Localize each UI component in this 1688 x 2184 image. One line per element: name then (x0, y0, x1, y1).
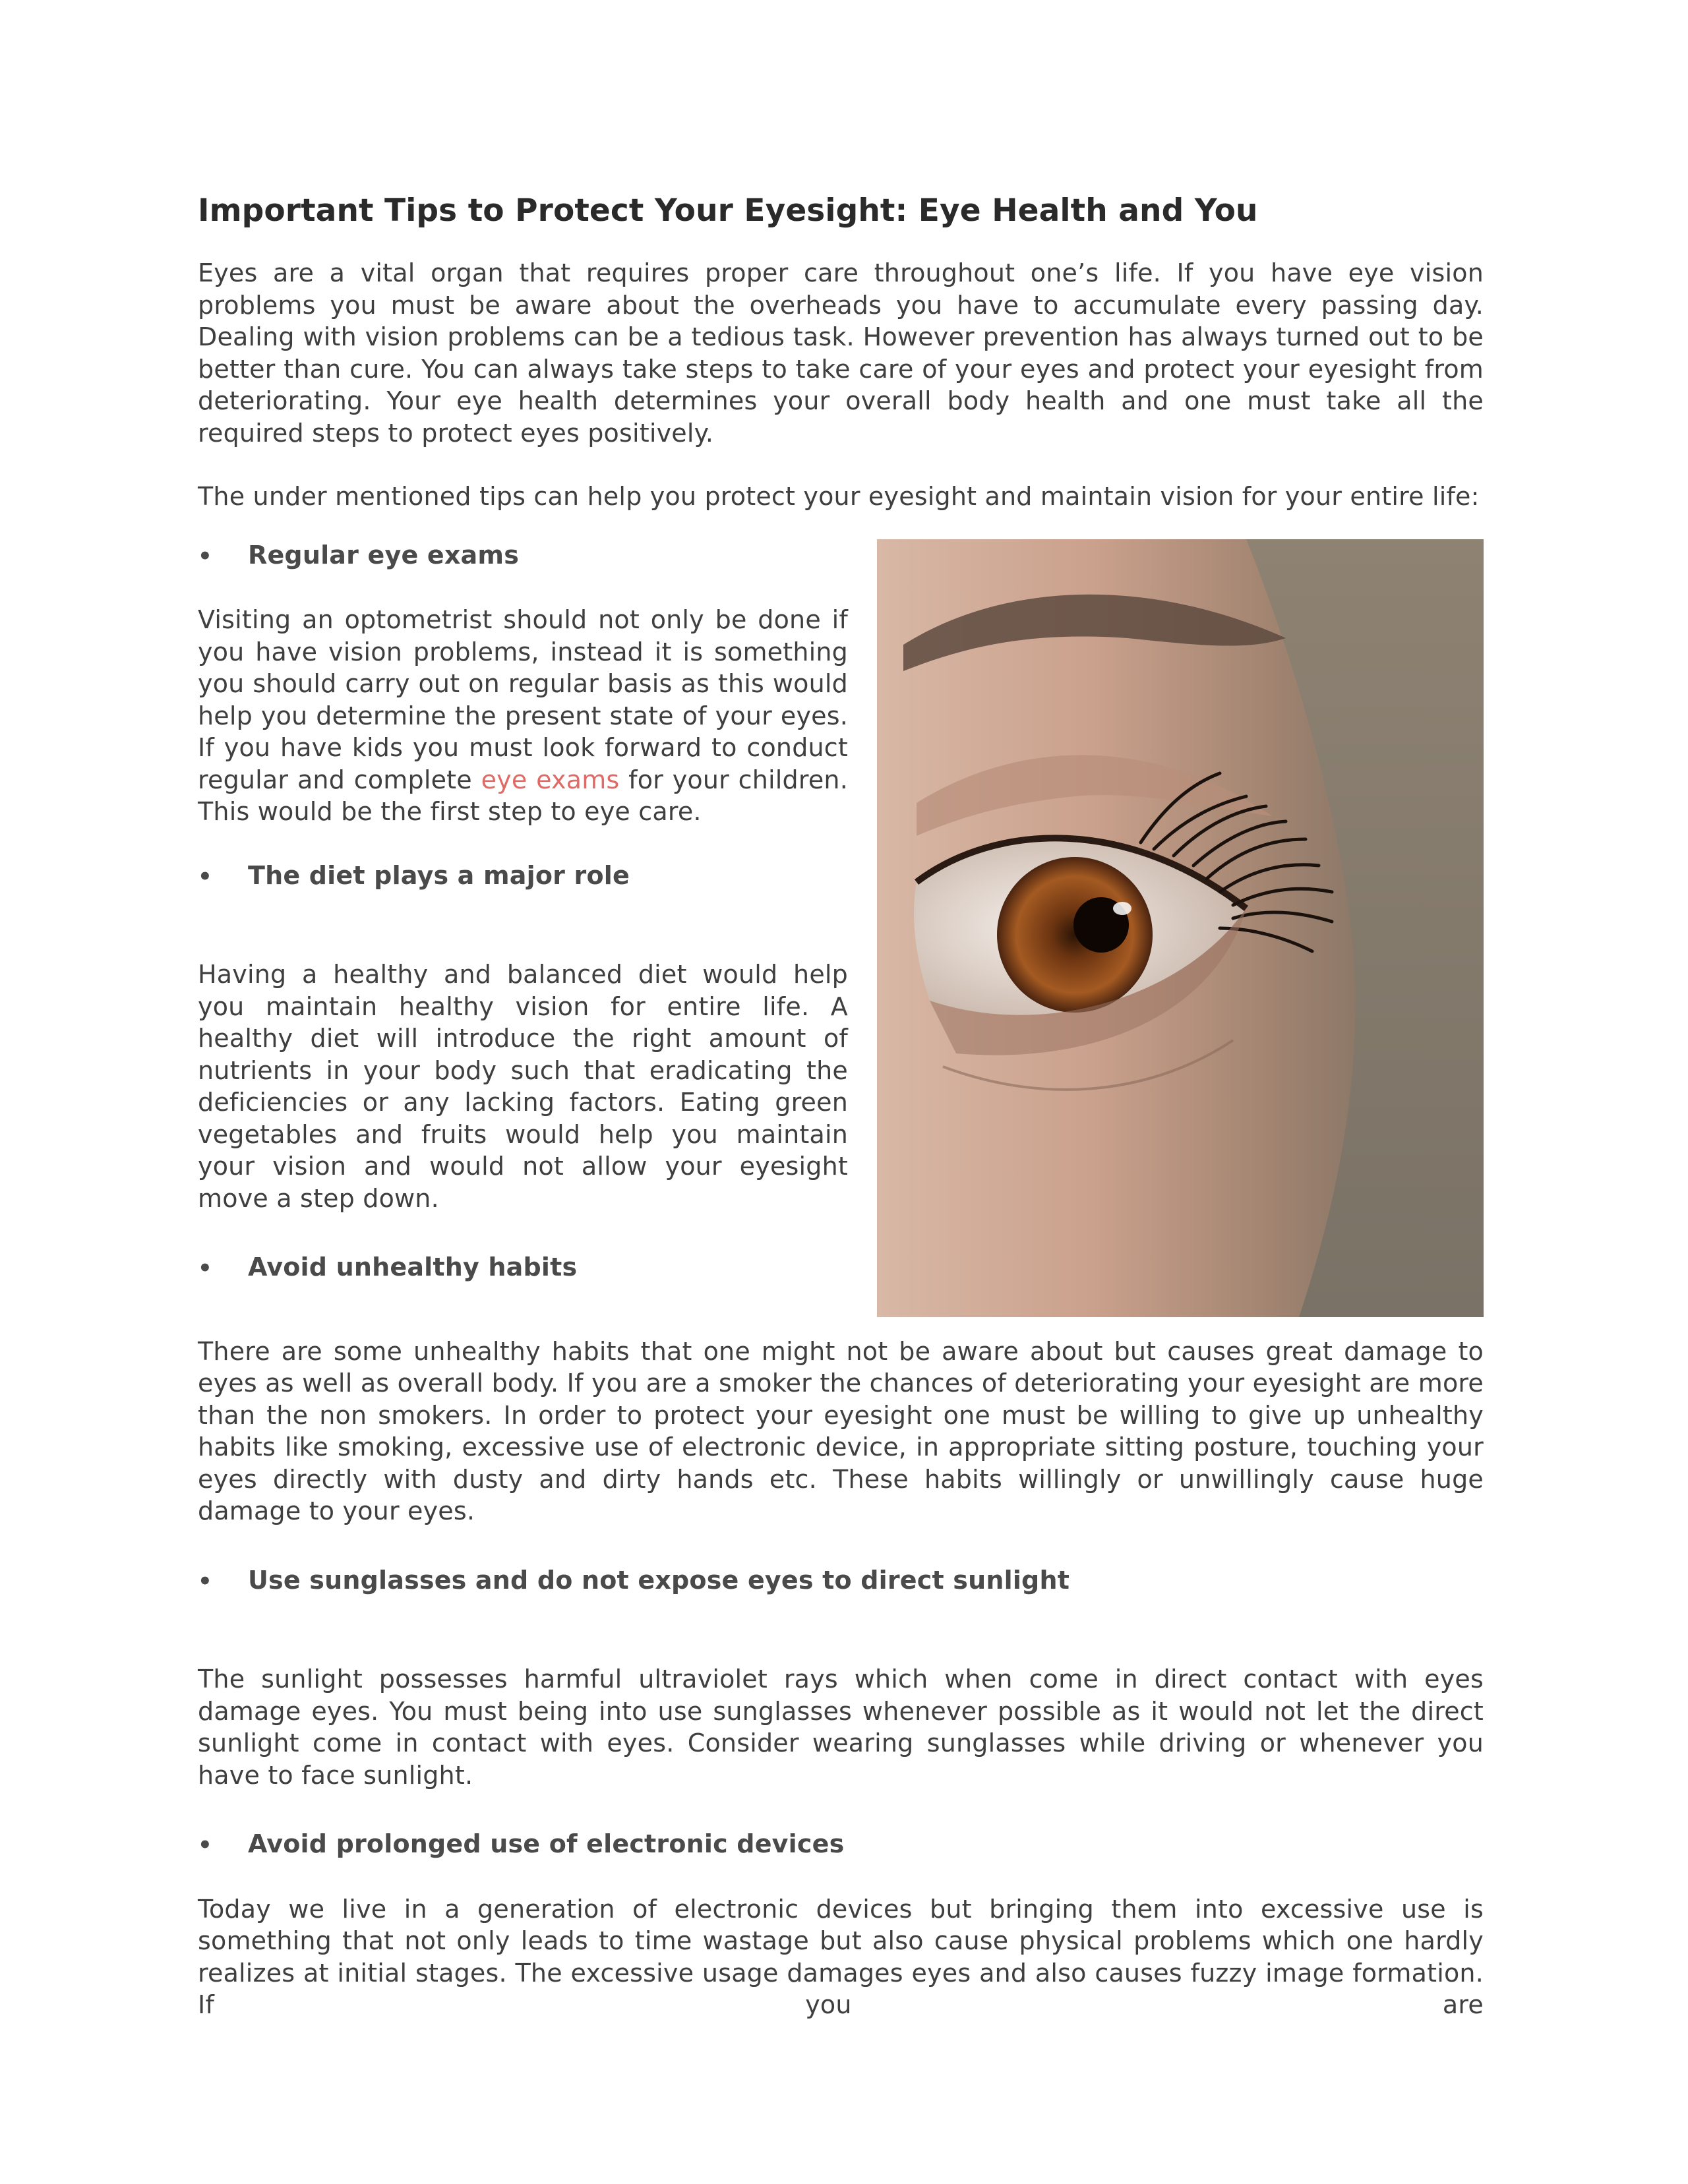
eye-exams-link[interactable]: eye exams (481, 765, 620, 794)
bullet-icon (198, 1829, 248, 1862)
article (198, 191, 1484, 2021)
tip-paragraph-unhealthy-habits: There are some unhealthy habits that one might not be aware about but causes great damage to eyes as well as overall body. If you are a smoker the chances of deteriorating your eyesight are more than the non smokers. In order to protect your eyesight one must be willing to give up unhealthy habits like smoking, excessive use of electronic device, in appropriate sitting posture, touching your eyes directly with dusty and dirty hands etc. These habits willingly or unwillingly cause huge damage to your eyes. (198, 1336, 1484, 1525)
page-title: Important Tips to Protect Your Eyesight: Eye Health and You (198, 192, 1258, 229)
tip-heading-sunglasses: • Use sunglasses and do not expose eyes to direct sunlight (198, 1564, 1484, 1598)
tip-paragraph-electronic-devices: Today we live in a generation of electronic devices but bringing them into excessive use is something that not only leads to time wastage but also cause physical problems which one hardly realizes at initial stages. The excessive usage damages eyes and also causes fuzzy image formation. If you are (198, 1894, 1484, 2019)
bullet-icon (198, 1566, 248, 1598)
eye-closeup-photo (877, 539, 1484, 1317)
intro-paragraph: Eyes are a vital organ that requires proper care throughout one’s life. If you have eye vision problems you must be aware about the overheads you have to accumulate every passing day. Dealing with vision problems can be a tedious task. However prevention has always turned out to be better than cure. You can always take steps to take care of your eyes and protect your eyesight from deteriorating. Your eye health determines your overall body health and one must take all the required steps to protect eyes positively. (198, 258, 1484, 448)
bullet-icon (198, 541, 248, 573)
tip-heading-diet: • The diet plays a major role (198, 860, 848, 893)
tip-paragraph-diet: Having a healthy and balanced diet would help you maintain healthy vision for entire life. A healthy diet will introduce the right amount of nutrients in your body such that eradicating the deficiencies or any lacking factors. Eating green vegetables and fruits would help you maintain your vision and would not allow your eyesight move a step down. (198, 960, 848, 1213)
bullet-icon (198, 1253, 248, 1285)
tip-heading-regular-eye-exams: • Regular eye exams (198, 539, 848, 573)
tip-heading-unhealthy-habits: • Avoid unhealthy habits (198, 1251, 848, 1285)
tip-heading-electronic-devices: • Avoid prolonged use of electronic devices (198, 1828, 1484, 1862)
bullet-icon (198, 861, 248, 893)
tip-paragraph-regular-eye-exams: Visiting an optometrist should not only be done if you have vision problems, instead it is something you should carry out on regular basis as this would help you determine the present state of your eyes. If you have kids you must look forward to conduct regular and complete eye exams for your children. This would be the first step to eye care. (198, 605, 848, 826)
tip-paragraph-sunglasses: The sunlight possesses harmful ultraviolet rays which when come in direct contact with eyes damage eyes. You must being into use sunglasses whenever possible as it would not let the direct sunlight come in contact with eyes. Consider wearing sunglasses while driving or whenever you have to face sunlight. (198, 1665, 1484, 1790)
lead-paragraph: The under mentioned tips can help you protect your eyesight and maintain vision for your entire life: (198, 482, 1480, 511)
